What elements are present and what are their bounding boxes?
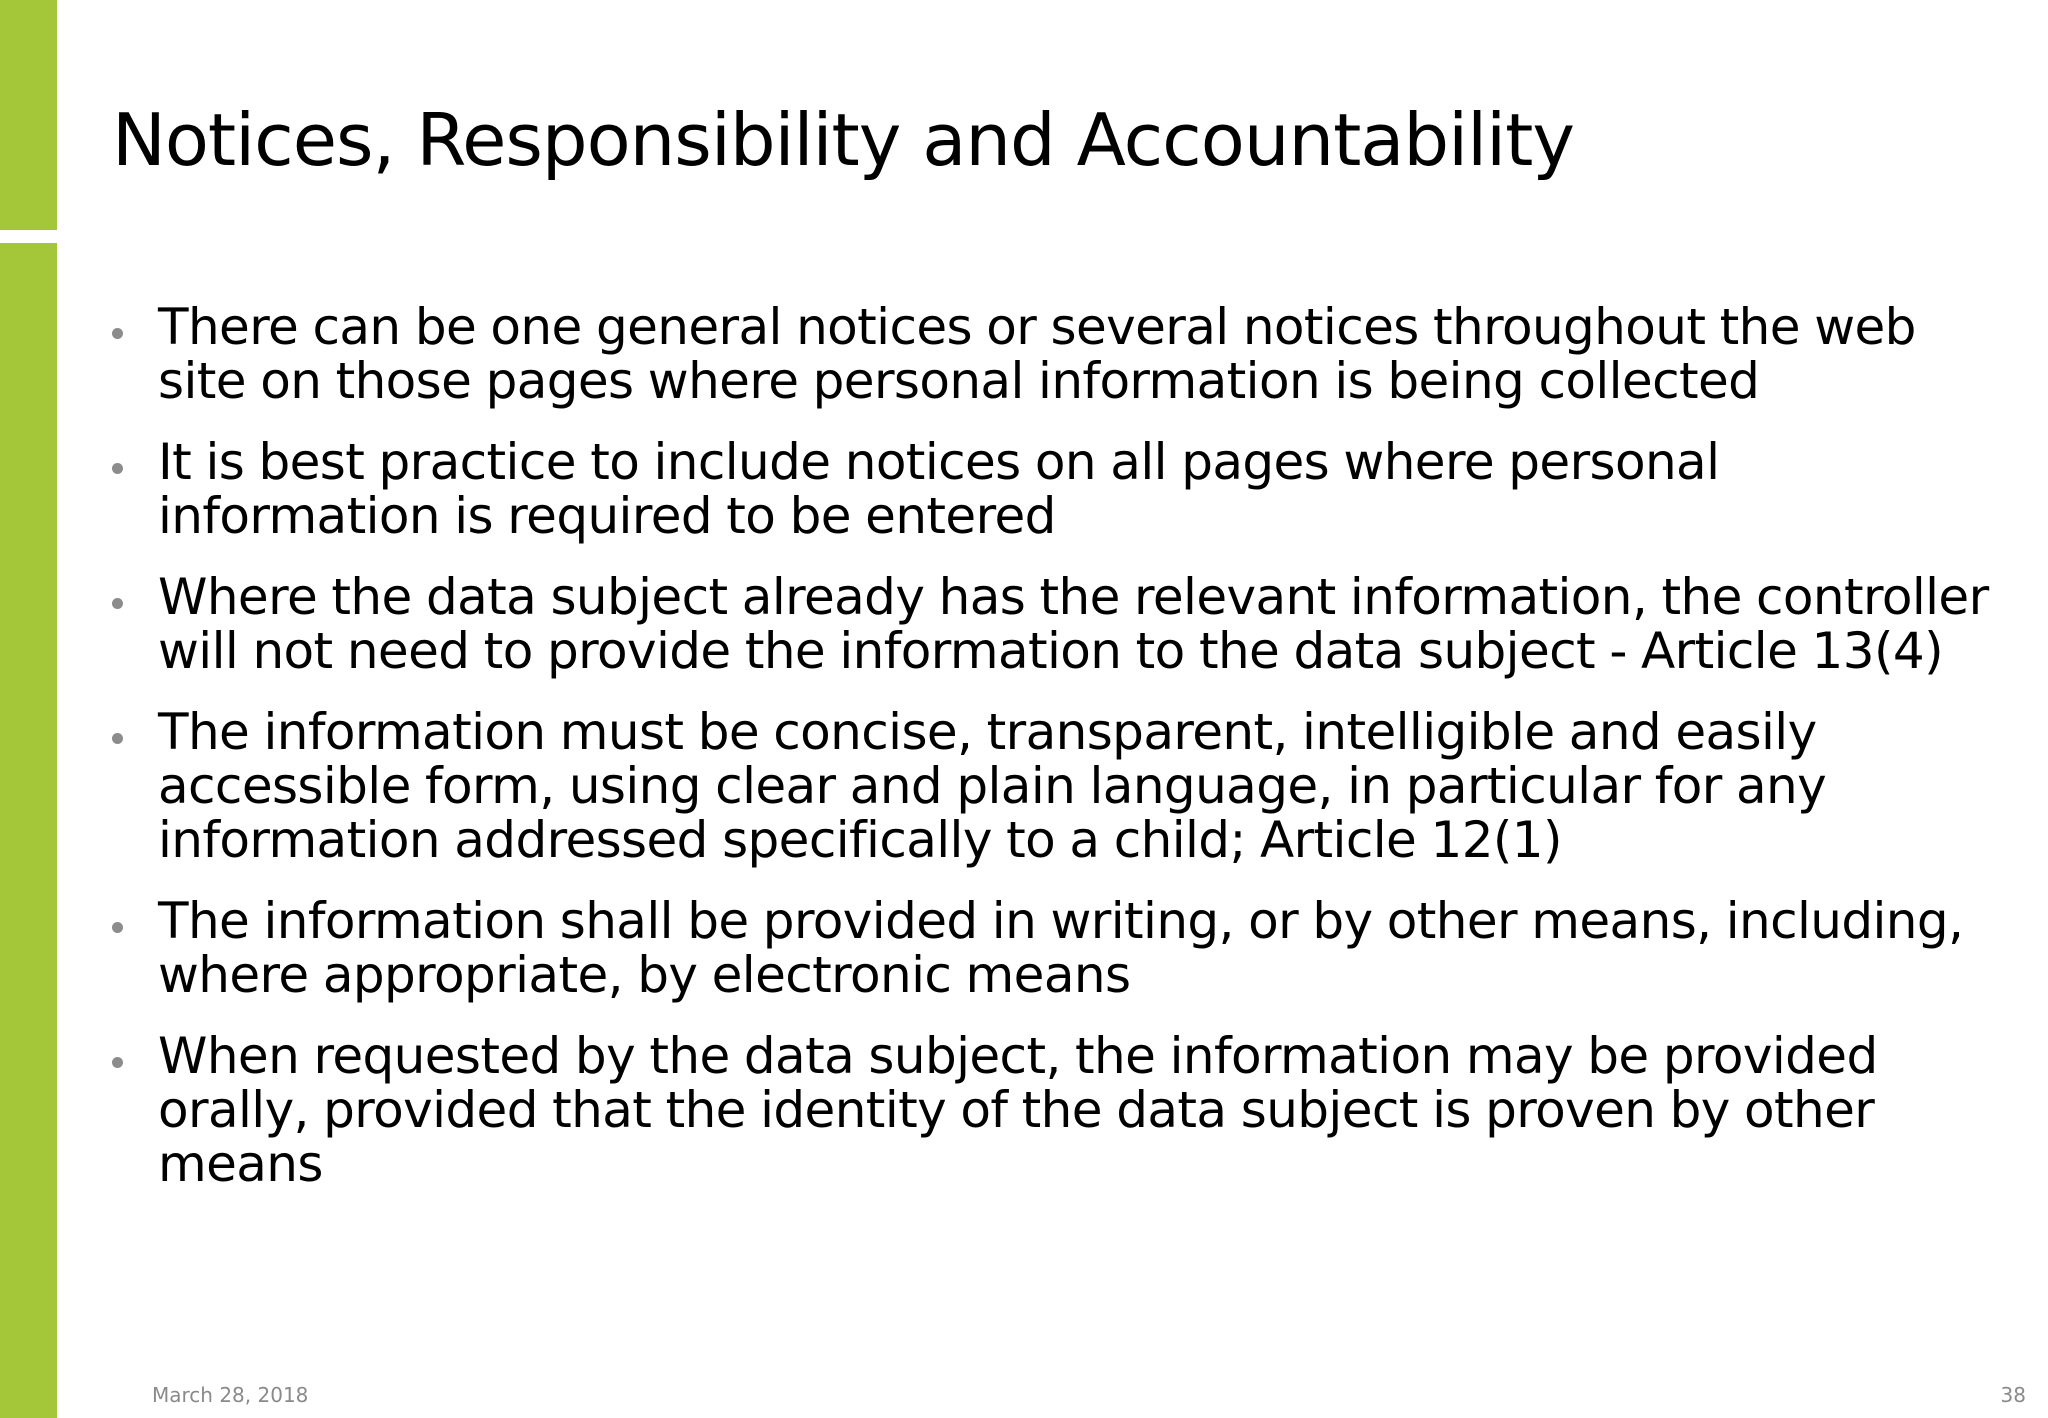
bullet-list — [112, 300, 1992, 1218]
bullet-text: It is best practice to include notices on all pages where personal information is required to be entered — [158, 433, 1720, 545]
bullet-text: There can be one general notices or several notices throughout the web site on those pages where personal information is being collected — [158, 298, 1916, 410]
bullet-text: When requested by the data subject, the information may be provided orally, provided that the identity of the data subject is proven by other means — [158, 1027, 1878, 1193]
bullet-item — [112, 894, 1992, 1002]
bullet-item — [112, 435, 1992, 543]
bullet-icon — [112, 463, 123, 474]
bullet-icon — [112, 328, 123, 339]
accent-bar-top — [0, 0, 57, 230]
bullet-icon — [112, 598, 123, 609]
bullet-icon — [112, 1057, 123, 1068]
bullet-icon — [112, 733, 123, 744]
bullet-text: The information shall be provided in writing, or by other means, including, where appropriate, by electronic means — [158, 892, 1964, 1004]
footer-date: March 28, 2018 — [152, 1383, 309, 1407]
bullet-item — [112, 300, 1992, 408]
bullet-item — [112, 570, 1992, 678]
bullet-item — [112, 705, 1992, 867]
bullet-item — [112, 1029, 1992, 1191]
slide-title: Notices, Responsibility and Accountability — [112, 98, 1574, 182]
bullet-icon — [112, 922, 123, 933]
accent-bar-bottom — [0, 243, 57, 1418]
bullet-text: The information must be concise, transparent, intelligible and easily accessible form, using clear and plain language, in particular for any information addressed specifically to a child; Article 12(1) — [158, 703, 1827, 869]
bullet-text: Where the data subject already has the relevant information, the controller will not need to provide the information to the data subject - Article 13(4) — [158, 568, 1989, 680]
page-number: 38 — [2000, 1383, 2026, 1407]
